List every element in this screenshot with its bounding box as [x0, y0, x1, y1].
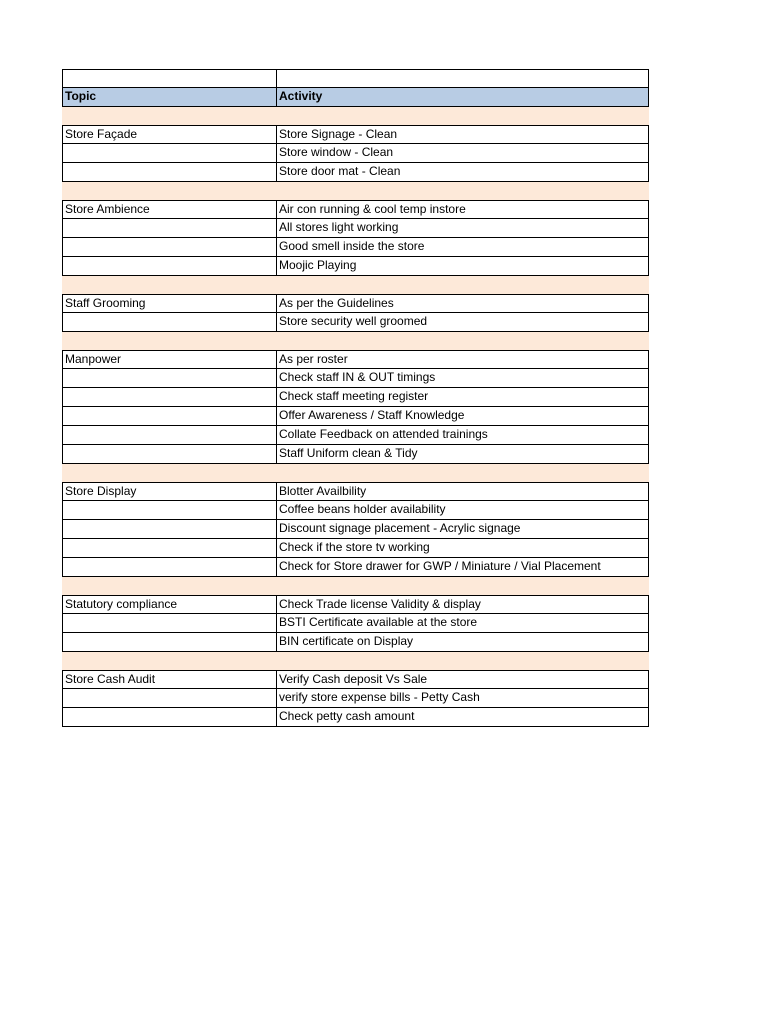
topic-cell: Store Display [62, 482, 277, 501]
activity-cell: Verify Cash deposit Vs Sale [277, 670, 649, 689]
topic-cell [62, 388, 277, 407]
activity-cell: Check for Store drawer for GWP / Miniature / Vial Placement [277, 558, 649, 577]
activity-cell: Staff Uniform clean & Tidy [277, 445, 649, 464]
activity-cell: Discount signage placement - Acrylic signage [277, 520, 649, 539]
topic-cell [62, 633, 277, 652]
header-activity-cell: Activity [277, 88, 649, 107]
activity-cell: BIN certificate on Display [277, 633, 649, 652]
topic-cell [62, 163, 277, 182]
activity-cell: BSTI Certificate available at the store [277, 614, 649, 633]
topic-cell [62, 445, 277, 464]
activity-cell: Store door mat - Clean [277, 163, 649, 182]
table-row [62, 313, 649, 332]
topic-cell: Store Ambience [62, 200, 277, 219]
table-row [62, 388, 649, 407]
activity-cell: Check staff meeting register [277, 388, 649, 407]
table-row [62, 163, 649, 182]
topic-cell [62, 501, 277, 520]
table-row [62, 125, 649, 144]
table-row [62, 595, 649, 614]
topic-cell [62, 219, 277, 238]
table-row [62, 200, 649, 219]
table-row [62, 445, 649, 464]
table-row [62, 501, 649, 520]
activity-cell: Blotter Availbility [277, 482, 649, 501]
topic-cell: Store Façade [62, 125, 277, 144]
topic-cell: Store Cash Audit [62, 670, 277, 689]
topic-cell [62, 558, 277, 577]
blank-topic-cell [62, 69, 277, 88]
blank-top-row [62, 69, 649, 88]
activity-cell: As per the Guidelines [277, 294, 649, 313]
activity-cell: Check Trade license Validity & display [277, 595, 649, 614]
topic-cell [62, 520, 277, 539]
topic-cell [62, 144, 277, 163]
table-row [62, 520, 649, 539]
section-separator [62, 652, 649, 670]
header-row [62, 88, 649, 107]
topic-cell [62, 689, 277, 708]
section-separator [62, 276, 649, 294]
topic-cell: Staff Grooming [62, 294, 277, 313]
table-row [62, 633, 649, 652]
topic-cell [62, 369, 277, 388]
topic-cell [62, 257, 277, 276]
table-row [62, 426, 649, 445]
table-row [62, 350, 649, 369]
topic-cell [62, 539, 277, 558]
table-row [62, 539, 649, 558]
table-row [62, 708, 649, 727]
header-topic-cell: Topic [62, 88, 277, 107]
activity-cell: Check petty cash amount [277, 708, 649, 727]
activity-cell: Store Signage - Clean [277, 125, 649, 144]
topic-cell [62, 313, 277, 332]
topic-cell: Manpower [62, 350, 277, 369]
table-row [62, 294, 649, 313]
topic-cell: Statutory compliance [62, 595, 277, 614]
table-row [62, 238, 649, 257]
activity-cell: Offer Awareness / Staff Knowledge [277, 407, 649, 426]
section-separator [62, 182, 649, 200]
activity-cell: Air con running & cool temp instore [277, 200, 649, 219]
activity-cell: Store security well groomed [277, 313, 649, 332]
activity-cell: Good smell inside the store [277, 238, 649, 257]
topic-cell [62, 614, 277, 633]
table-row [62, 369, 649, 388]
section-separator [62, 332, 649, 350]
table-row [62, 670, 649, 689]
activity-cell: As per roster [277, 350, 649, 369]
table-row [62, 482, 649, 501]
topic-cell [62, 407, 277, 426]
topic-cell [62, 708, 277, 727]
section-separator [62, 107, 649, 125]
topic-cell [62, 238, 277, 257]
blank-activity-cell [277, 69, 649, 88]
table-row [62, 407, 649, 426]
activity-cell: Store window - Clean [277, 144, 649, 163]
table-row [62, 144, 649, 163]
activity-cell: Moojic Playing [277, 257, 649, 276]
activity-cell: Collate Feedback on attended trainings [277, 426, 649, 445]
activity-cell: Check if the store tv working [277, 539, 649, 558]
table-row [62, 558, 649, 577]
table-row [62, 257, 649, 276]
activity-cell: All stores light working [277, 219, 649, 238]
table-row [62, 614, 649, 633]
table-row [62, 689, 649, 708]
checklist-table [62, 69, 649, 727]
topic-cell [62, 426, 277, 445]
activity-cell: Check staff IN & OUT timings [277, 369, 649, 388]
activity-cell: verify store expense bills - Petty Cash [277, 689, 649, 708]
section-separator [62, 464, 649, 482]
section-separator [62, 577, 649, 595]
activity-cell: Coffee beans holder availability [277, 501, 649, 520]
table-row [62, 219, 649, 238]
